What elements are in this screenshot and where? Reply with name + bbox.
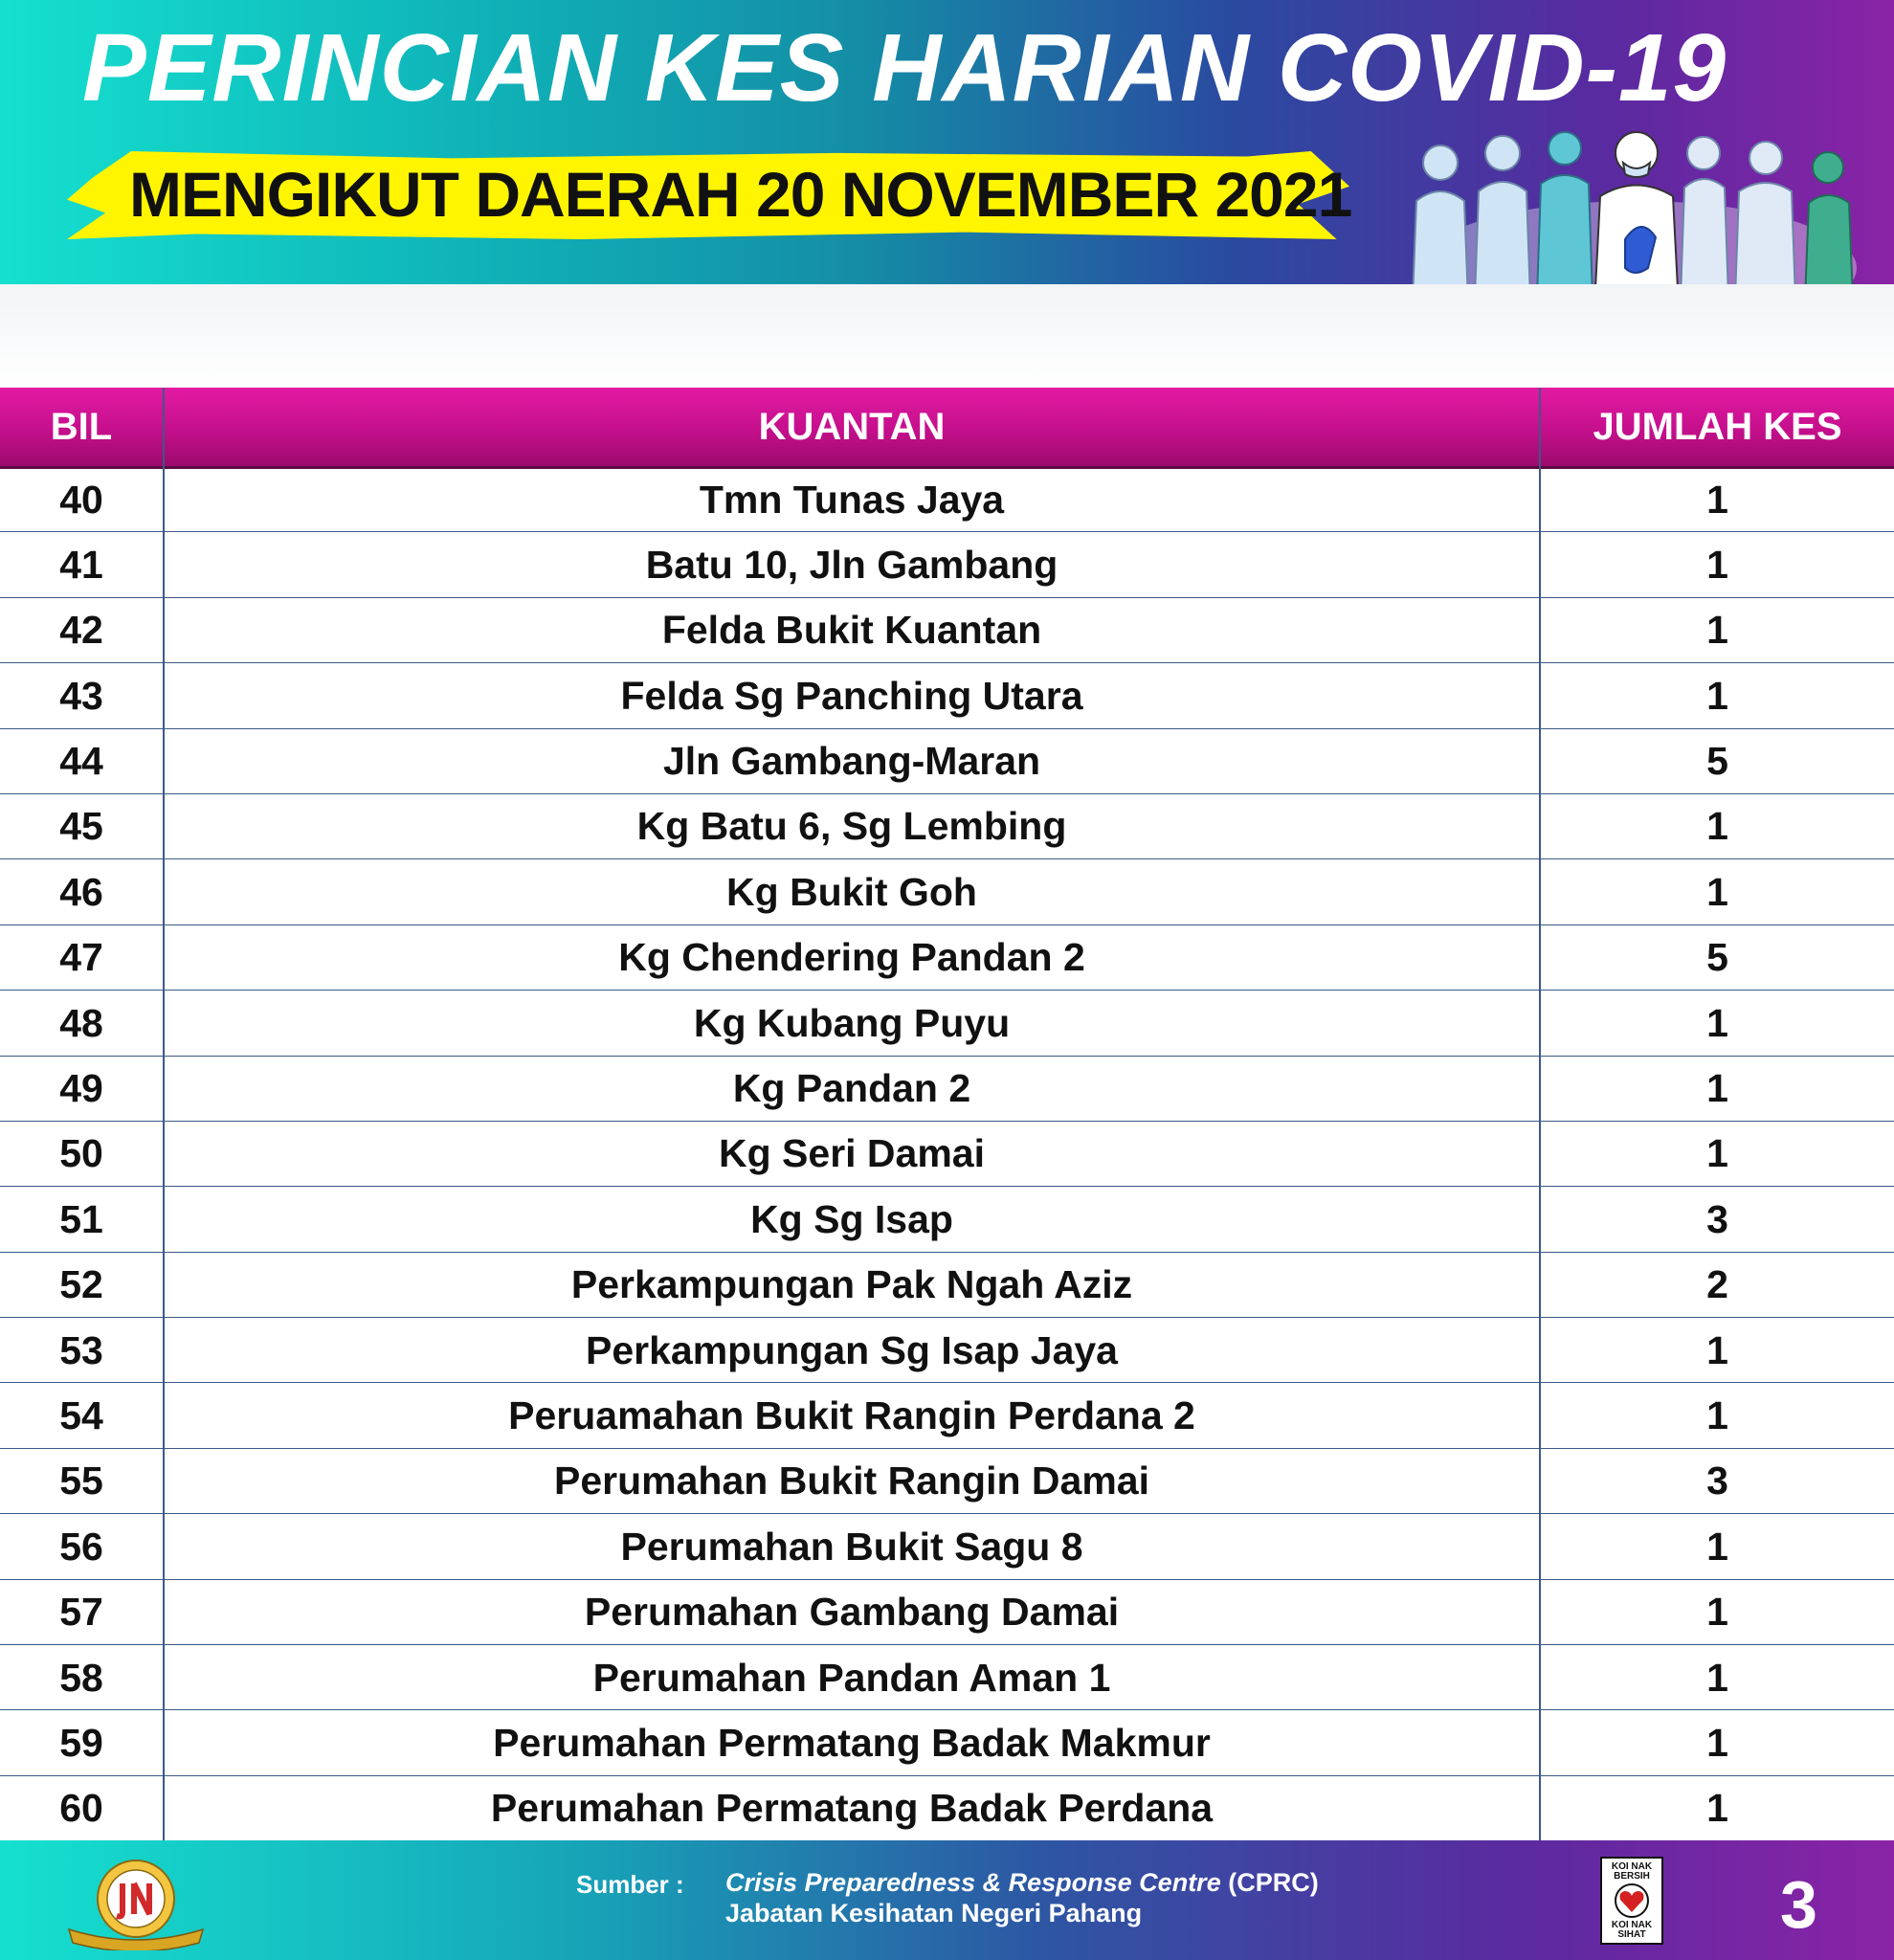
row-bil: 52 [59,1262,103,1307]
table-row [0,532,1894,597]
table-row [0,1057,1894,1122]
page-title: PERINCIAN KES HARIAN COVID-19 [82,14,1727,122]
row-area: Peruamahan Bukit Rangin Perdana 2 [508,1392,1195,1437]
row-area: Perumahan Pandan Aman 1 [592,1655,1111,1700]
table-row [0,859,1894,924]
table-row [0,1776,1894,1841]
row-cases: 1 [1706,1655,1728,1700]
row-cases: 1 [1706,1524,1728,1569]
header-fade [0,284,1894,390]
table-row [0,1580,1894,1645]
row-bil: 48 [59,1000,103,1045]
row-bil: 53 [59,1327,103,1372]
row-cases: 1 [1706,1720,1728,1765]
row-cases: 1 [1706,804,1728,849]
row-cases: 1 [1706,1000,1728,1045]
row-area: Kg Seri Damai [719,1131,985,1176]
row-area: Perumahan Bukit Sagu 8 [620,1524,1083,1569]
row-bil: 46 [59,869,103,914]
table-row [0,1645,1894,1710]
row-area: Kg Sg Isap [750,1196,953,1241]
row-cases: 1 [1706,673,1728,718]
row-bil: 40 [59,477,103,522]
row-area: Perkampungan Sg Isap Jaya [585,1327,1118,1372]
source-name: Crisis Preparedness & Response Centre [725,1868,1221,1897]
source-label: Sumber : [576,1870,684,1899]
row-area: Kg Batu 6, Sg Lembing [636,804,1067,849]
row-bil: 44 [59,739,103,784]
header-banner [0,0,1894,284]
column-header-cases: JUMLAH KES [1593,405,1842,448]
row-bil: 57 [59,1590,103,1635]
row-cases: 3 [1706,1196,1728,1241]
koi-top-text: KOI NAK BERSIH [1611,1861,1653,1882]
row-area: Kg Chendering Pandan 2 [618,935,1085,980]
row-area: Jln Gambang-Maran [662,739,1041,784]
source-abbr: (CPRC) [1220,1868,1319,1897]
column-divider [1539,388,1541,1840]
table-row [0,663,1894,728]
row-cases: 1 [1706,1327,1728,1372]
koi-bottom-text: KOI NAK SIHAT [1611,1920,1653,1940]
row-bil: 56 [59,1524,103,1569]
source-line-2: Jabatan Kesihatan Negeri Pahang [725,1899,1143,1927]
row-bil: 55 [59,1459,103,1503]
row-cases: 1 [1706,1786,1728,1831]
page-number: 3 [1780,1867,1817,1942]
table-row [0,1514,1894,1579]
row-area: Batu 10, Jln Gambang [645,542,1058,587]
source-line-1 [725,1868,1319,1898]
table-row [0,1253,1894,1318]
row-area: Tmn Tunas Jaya [699,477,1005,522]
row-cases: 1 [1706,542,1728,587]
row-area: Kg Pandan 2 [732,1066,971,1111]
row-cases: 5 [1706,935,1728,980]
row-bil: 45 [59,804,103,849]
row-cases: 1 [1706,1590,1728,1635]
table-row [0,991,1894,1056]
table-row [0,598,1894,663]
row-bil: 47 [59,935,103,980]
row-area: Kg Bukit Goh [726,869,977,914]
column-divider [163,388,165,1840]
table-row [0,1383,1894,1448]
table-row [0,1449,1894,1514]
case-table-body [0,467,1894,1841]
heart-icon [1613,1883,1651,1918]
row-bil: 41 [59,542,103,587]
row-cases: 2 [1706,1262,1728,1307]
column-header-bil: BIL [50,405,113,448]
row-area: Felda Sg Panching Utara [620,673,1083,718]
row-area: Perumahan Permatang Badak Perdana [490,1786,1214,1831]
row-cases: 1 [1706,1066,1728,1111]
row-area: Felda Bukit Kuantan [661,608,1042,653]
row-bil: 58 [59,1655,103,1700]
row-cases: 5 [1706,739,1728,784]
row-cases: 1 [1706,477,1728,522]
row-area: Kg Kubang Puyu [693,1000,1011,1045]
row-area: Perumahan Bukit Rangin Damai [554,1459,1149,1503]
row-bil: 50 [59,1131,103,1176]
row-bil: 54 [59,1392,103,1437]
row-cases: 1 [1706,608,1728,653]
row-cases: 1 [1706,1392,1728,1437]
row-cases: 1 [1706,1131,1728,1176]
table-row [0,467,1894,532]
table-row [0,729,1894,794]
row-area: Perkampungan Pak Ngah Aziz [570,1262,1133,1307]
row-bil: 60 [59,1786,103,1831]
row-bil: 51 [59,1196,103,1241]
row-bil: 49 [59,1066,103,1111]
healthcare-workers-icon [1397,124,1876,284]
koi-nak-bersih-badge [1600,1857,1663,1945]
row-area: Perumahan Gambang Damai [584,1590,1120,1635]
row-area: Perumahan Permatang Badak Makmur [493,1720,1211,1765]
row-bil: 43 [59,673,103,718]
table-row [0,1710,1894,1775]
row-cases: 1 [1706,869,1728,914]
page-subtitle: MENGIKUT DAERAH 20 NOVEMBER 2021 [129,159,1352,230]
table-row [0,1122,1894,1187]
table-row [0,1318,1894,1383]
table-row [0,925,1894,991]
table-row [0,794,1894,859]
column-header-area: KUANTAN [758,405,946,448]
table-header [0,388,1894,469]
row-bil: 59 [59,1720,103,1765]
jkn-logo-icon [59,1855,212,1950]
table-row [0,1187,1894,1252]
row-bil: 42 [59,608,103,653]
row-cases: 3 [1706,1459,1728,1503]
